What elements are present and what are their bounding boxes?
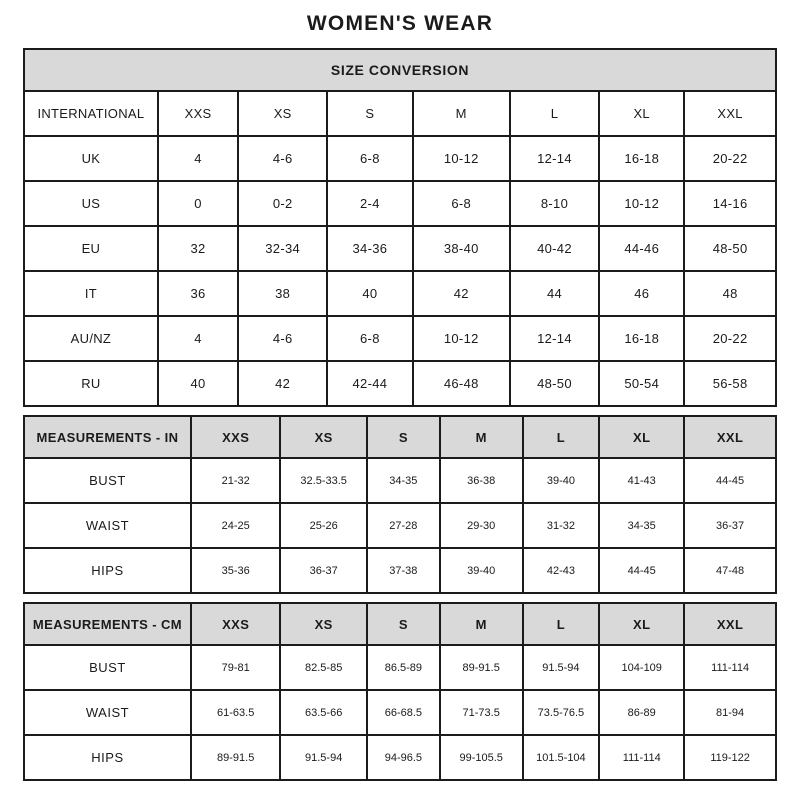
row-label: BUST [24,458,191,503]
size-cell: 20-22 [684,316,776,361]
measure-cell: 86-89 [599,690,684,735]
size-cell: 48-50 [510,361,599,406]
cm-row-bust [24,645,776,690]
measure-cell: 66-68.5 [367,690,440,735]
size-cell: 6-8 [413,181,510,226]
conv-header-xxl: XXL [684,91,776,136]
measure-cell: 36-38 [440,458,523,503]
row-label: HIPS [24,735,191,780]
size-cell: 4 [158,136,238,181]
measurements-in-title: MEASUREMENTS - IN [24,416,191,458]
in-header-xl: XL [599,416,684,458]
size-conversion-banner-row [24,49,776,91]
size-cell: 32-34 [238,226,327,271]
cm-header-xl: XL [599,603,684,645]
size-cell: 40 [158,361,238,406]
conv-header-international: INTERNATIONAL [24,91,158,136]
measure-cell: 111-114 [599,735,684,780]
in-header-xxl: XXL [684,416,776,458]
size-cell: 48-50 [684,226,776,271]
size-cell: 12-14 [510,136,599,181]
row-label: BUST [24,645,191,690]
measure-cell: 37-38 [367,548,440,593]
size-cell: 0-2 [238,181,327,226]
size-cell: 2-4 [327,181,413,226]
row-label: IT [24,271,158,316]
measure-cell: 44-45 [599,548,684,593]
in-header-xxs: XXS [191,416,280,458]
size-cell: 38 [238,271,327,316]
measure-cell: 41-43 [599,458,684,503]
size-cell: 38-40 [413,226,510,271]
in-header-xs: XS [280,416,366,458]
size-cell: 42 [413,271,510,316]
measure-cell: 79-81 [191,645,280,690]
conv-row-us [24,181,776,226]
measure-cell: 86.5-89 [367,645,440,690]
measure-cell: 34-35 [599,503,684,548]
size-cell: 56-58 [684,361,776,406]
in-header-m: M [440,416,523,458]
measure-cell: 36-37 [280,548,366,593]
conv-row-aunz [24,316,776,361]
measure-cell: 91.5-94 [280,735,366,780]
measure-cell: 21-32 [191,458,280,503]
size-cell: 6-8 [327,136,413,181]
size-cell: 46 [599,271,684,316]
size-cell: 8-10 [510,181,599,226]
measure-cell: 61-63.5 [191,690,280,735]
size-cell: 40-42 [510,226,599,271]
measurements-cm-table [23,602,777,781]
size-cell: 44 [510,271,599,316]
row-label: RU [24,361,158,406]
measure-cell: 82.5-85 [280,645,366,690]
measure-cell: 71-73.5 [440,690,523,735]
size-cell: 4 [158,316,238,361]
cm-header-xxs: XXS [191,603,280,645]
measure-cell: 27-28 [367,503,440,548]
measure-cell: 36-37 [684,503,776,548]
measurements-cm-title: MEASUREMENTS - CM [24,603,191,645]
row-label: AU/NZ [24,316,158,361]
row-label: UK [24,136,158,181]
size-cell: 34-36 [327,226,413,271]
measure-cell: 101.5-104 [523,735,600,780]
size-cell: 46-48 [413,361,510,406]
conv-row-uk [24,136,776,181]
measure-cell: 111-114 [684,645,776,690]
conv-header-xs: XS [238,91,327,136]
size-cell: 14-16 [684,181,776,226]
measure-cell: 63.5-66 [280,690,366,735]
measure-cell: 104-109 [599,645,684,690]
measure-cell: 24-25 [191,503,280,548]
conv-header-l: L [510,91,599,136]
cm-header-m: M [440,603,523,645]
row-label: HIPS [24,548,191,593]
cm-header-xxl: XXL [684,603,776,645]
cm-row-hips [24,735,776,780]
measure-cell: 81-94 [684,690,776,735]
measure-cell: 34-35 [367,458,440,503]
size-cell: 32 [158,226,238,271]
size-cell: 10-12 [413,136,510,181]
row-label: US [24,181,158,226]
measure-cell: 39-40 [523,458,600,503]
measurements-in-table [23,415,777,594]
measure-cell: 42-43 [523,548,600,593]
size-cell: 16-18 [599,316,684,361]
measure-cell: 99-105.5 [440,735,523,780]
measure-cell: 35-36 [191,548,280,593]
measure-cell: 73.5-76.5 [523,690,600,735]
measure-cell: 32.5-33.5 [280,458,366,503]
row-label: WAIST [24,690,191,735]
size-cell: 16-18 [599,136,684,181]
size-cell: 36 [158,271,238,316]
cm-row-waist [24,690,776,735]
row-label: EU [24,226,158,271]
size-conversion-title: SIZE CONVERSION [24,49,776,91]
measure-cell: 44-45 [684,458,776,503]
size-cell: 44-46 [599,226,684,271]
measure-cell: 94-96.5 [367,735,440,780]
in-header-l: L [523,416,600,458]
size-cell: 0 [158,181,238,226]
in-header-s: S [367,416,440,458]
conv-header-m: M [413,91,510,136]
measure-cell: 25-26 [280,503,366,548]
cm-header-xs: XS [280,603,366,645]
in-header-row [24,416,776,458]
size-cell: 4-6 [238,136,327,181]
measure-cell: 39-40 [440,548,523,593]
cm-header-l: L [523,603,600,645]
page-title: WOMEN'S WEAR [306,12,494,35]
size-cell: 20-22 [684,136,776,181]
size-cell: 12-14 [510,316,599,361]
measure-cell: 119-122 [684,735,776,780]
conv-row-ru [24,361,776,406]
conv-header-xxs: XXS [158,91,238,136]
size-cell: 42-44 [327,361,413,406]
conv-header-row [24,91,776,136]
size-cell: 40 [327,271,413,316]
cm-header-s: S [367,603,440,645]
size-cell: 48 [684,271,776,316]
size-cell: 4-6 [238,316,327,361]
row-label: WAIST [24,503,191,548]
measure-cell: 29-30 [440,503,523,548]
cm-header-row [24,603,776,645]
measure-cell: 89-91.5 [440,645,523,690]
measure-cell: 47-48 [684,548,776,593]
size-cell: 42 [238,361,327,406]
in-row-bust [24,458,776,503]
conv-row-eu [24,226,776,271]
measure-cell: 89-91.5 [191,735,280,780]
measure-cell: 91.5-94 [523,645,600,690]
size-cell: 50-54 [599,361,684,406]
size-cell: 6-8 [327,316,413,361]
measure-cell: 31-32 [523,503,600,548]
size-cell: 10-12 [413,316,510,361]
conv-header-xl: XL [599,91,684,136]
size-conversion-table [23,48,777,407]
in-row-hips [24,548,776,593]
conv-header-s: S [327,91,413,136]
in-row-waist [24,503,776,548]
size-cell: 10-12 [599,181,684,226]
conv-row-it [24,271,776,316]
